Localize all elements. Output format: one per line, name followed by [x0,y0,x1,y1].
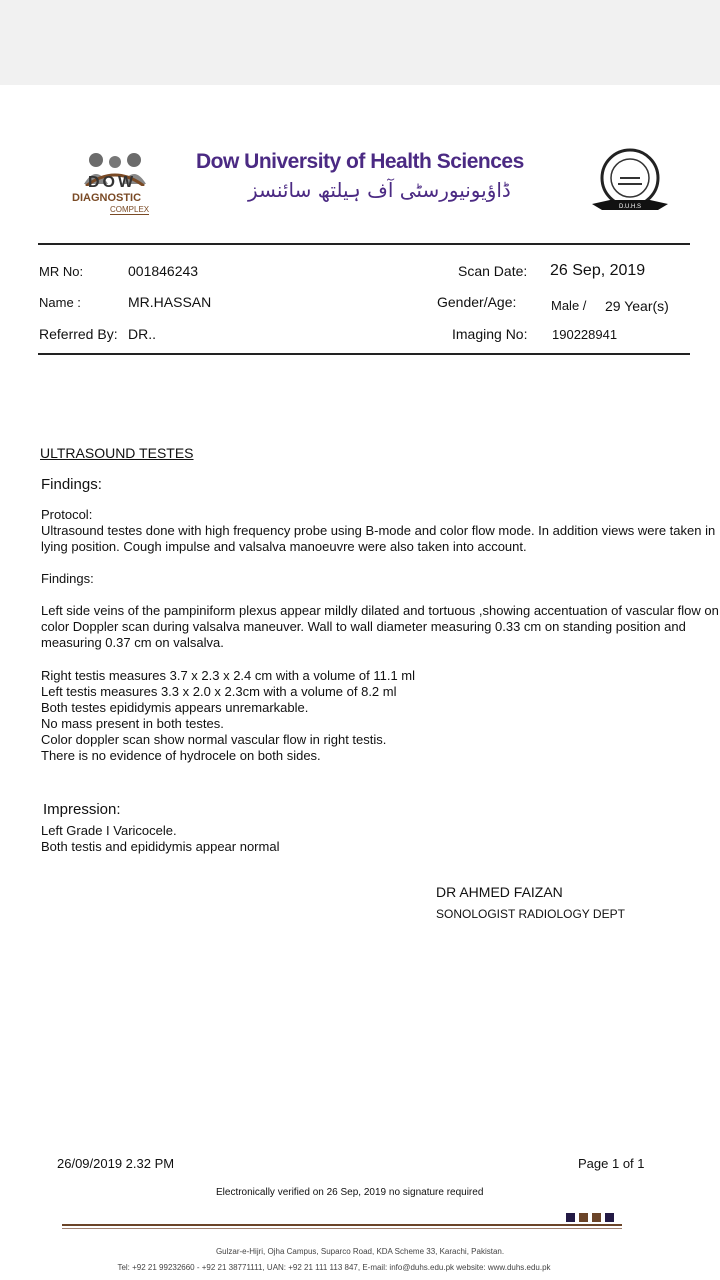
mr-value: 001846243 [128,263,199,279]
verification-note: Electronically verified on 26 Sep, 2019 no signature required [216,1187,484,1198]
duhs-seal [588,148,672,225]
findings-list [41,668,720,764]
name-label: Name : [39,295,81,310]
footer-contact: Tel: +92 21 99232660 - +92 21 38771111, UAN: +92 21 111 113 847, E-mail: info@duhs.edu.pk website: www.duhs.edu.pk [117,1263,551,1272]
scan-date-label: Scan Date: [458,263,528,279]
dow-diagnostic-logo [72,150,158,220]
logo-dow-text: DOW [88,174,137,191]
square-icon [579,1213,588,1222]
doctor-department: SONOLOGIST RADIOLOGY DEPT [436,907,625,921]
mr-label: MR No: [39,264,84,279]
footer-divider-thin [62,1228,622,1229]
seal-icon [588,148,672,220]
findings-label: Findings: [41,571,94,586]
impression-heading: Impression: [43,801,121,818]
referred-by-label: Referred By: [39,326,118,342]
finding-line: No mass present in both testes. [41,716,224,731]
page-number: Page 1 of 1 [578,1156,645,1171]
finding-line: There is no evidence of hydrocele on both sides. [41,748,321,763]
doctor-name: DR AHMED FAIZAN [436,884,563,900]
footer-address: Gulzar-e-Hijri, Ojha Campus, Suparco Road, KDA Scheme 33, Karachi, Pakistan. [215,1247,505,1256]
svg-text:D.U.H.S: D.U.H.S [618,204,642,210]
logo-complex-text: COMPLEX [110,205,150,214]
finding-line: Left testis measures 3.3 x 2.0 x 2.3cm with a volume of 8.2 ml [41,684,397,699]
impression-list [41,823,720,855]
findings-text: Left side veins of the pampiniform plexus appear mildly dilated and tortuous ,showing accentuation of vascular flow on color Doppler scan during valsalva maneuver. Wall to wall diameter measuring 0.33 cm on standing position and measuring 0.37 cm on valsalva. [41,603,719,650]
impression-line: Left Grade I Varicocele. [41,823,177,838]
scan-date-value: 26 Sep, 2019 [550,262,646,279]
finding-line: Color doppler scan show normal vascular flow in right testis. [41,732,387,747]
info-divider [38,353,690,355]
footer-divider [62,1224,622,1226]
viewer-top-bar [0,0,720,85]
finding-line: Right testis measures 3.7 x 2.3 x 2.4 cm with a volume of 11.1 ml [41,668,416,683]
imaging-no-value: 190228941 [552,327,618,342]
impression-line: Both testis and epididymis appear normal [41,839,280,854]
finding-line: Both testes epididymis appears unremarkable. [41,700,309,715]
printed-timestamp: 26/09/2019 2.32 PM [57,1156,175,1171]
square-icon [605,1213,614,1222]
university-title-urdu: ڈاؤیونیورسٹی آف ہیلتھ سائنسز [248,178,511,202]
protocol-label: Protocol: [41,507,93,522]
referred-by-value: DR.. [128,326,156,342]
square-icon [592,1213,601,1222]
gender-value: Male / [551,298,587,313]
age-value: 29 Year(s) [605,298,669,314]
university-title: Dow University of Health Sciences [196,150,524,173]
report-heading: ULTRASOUND TESTES [40,445,194,461]
protocol-text: Ultrasound testes done with high frequency probe using B-mode and color flow mode. In addition views were taken in lying position. Cough impulse and valsalva manoeuvre were also taken into account. [41,523,716,554]
findings-heading: Findings: [41,476,102,493]
square-icon [566,1213,575,1222]
name-value: MR.HASSAN [128,294,212,310]
header-divider [38,243,690,245]
logo-diagnostic-text: DIAGNOSTIC [72,192,142,204]
imaging-no-label: Imaging No: [452,326,528,342]
gender-age-label: Gender/Age: [437,294,517,310]
